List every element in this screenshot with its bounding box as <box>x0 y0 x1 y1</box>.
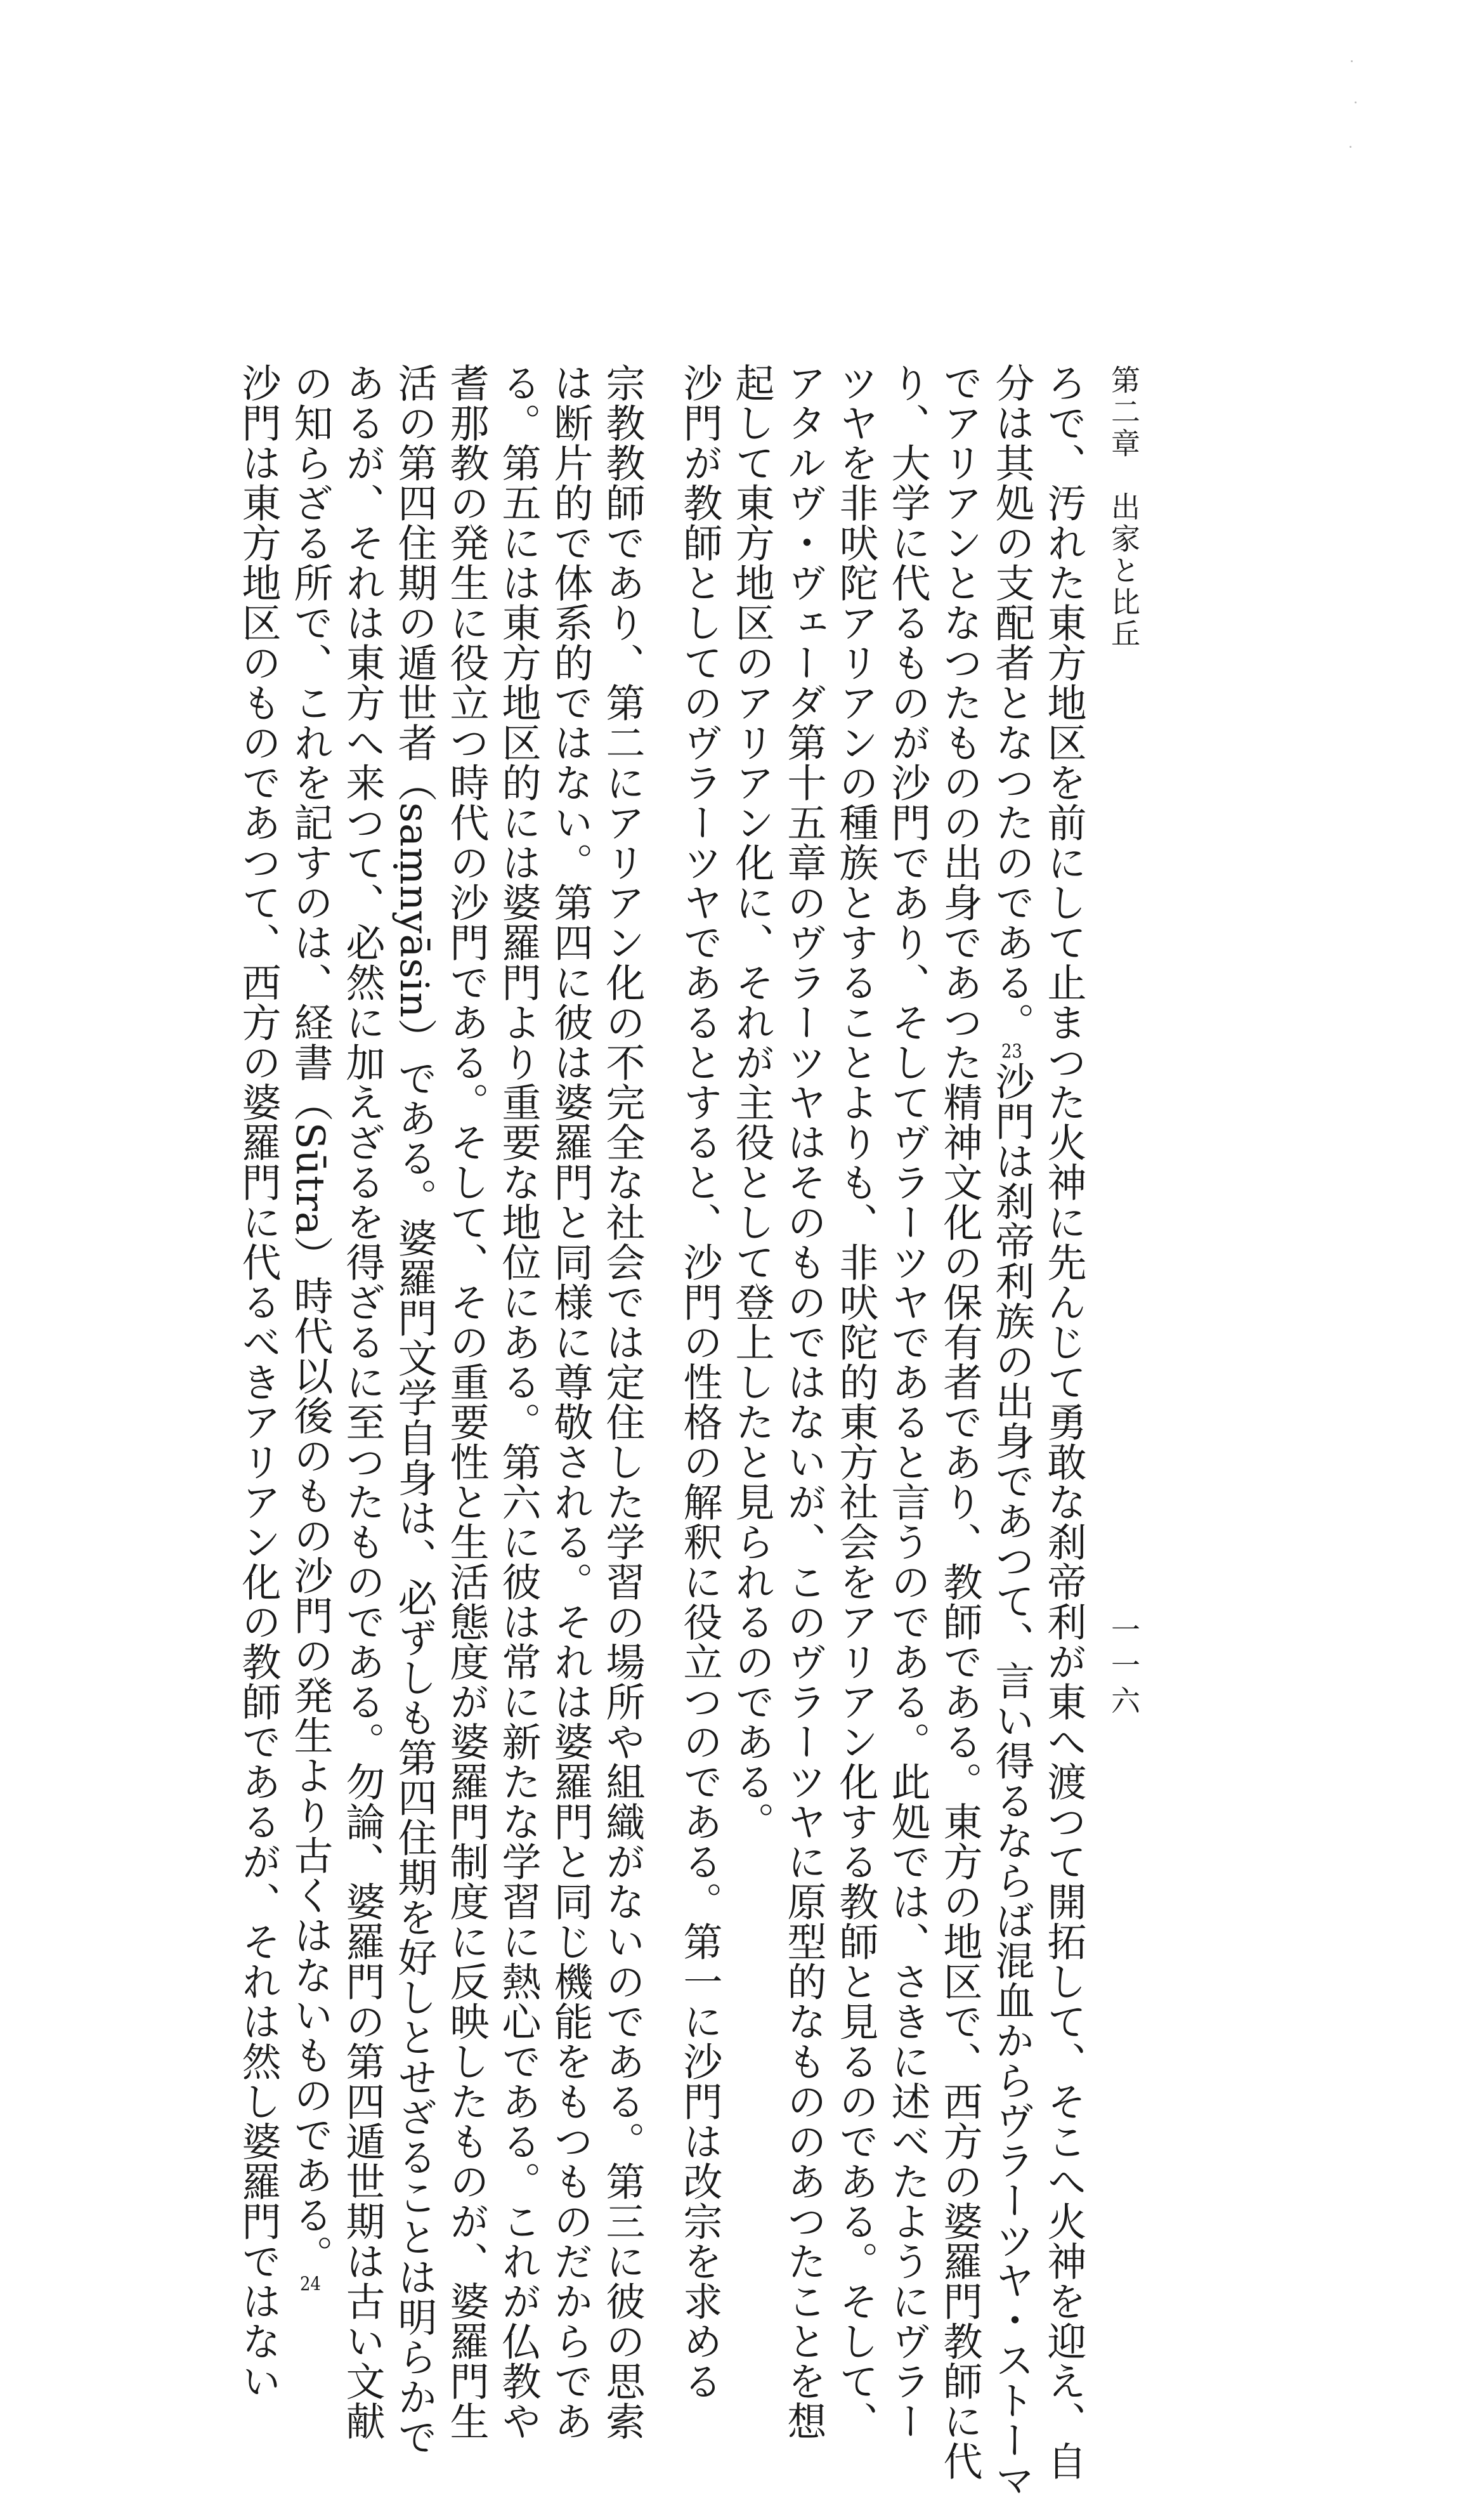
scan-speck <box>1351 60 1353 62</box>
text-line: 起して東方地区のアリアン化に、それが主役として登上したと見られるのである。 <box>729 363 775 1842</box>
text-line: 活の第四住期の遁世者（saṃnyāsin）である。婆羅門文学自身は、必ずしも第四住期を好しとせざることは明らかで <box>391 363 438 2457</box>
text-line: アタルヴ・ヴェーダ第十五章のヴラーツヤはそのものではないが、このヴラーツヤに原型的なもののあつたことを想 <box>781 363 827 2441</box>
footnote-marker[interactable]: 24 <box>300 2274 321 2294</box>
text-line: は断片的で体系的ではない。第四に彼は婆羅門と同様に尊敬される。それは婆羅門と同じ機能をもつものだからであ <box>547 363 594 2441</box>
footnote-marker[interactable]: 23 <box>1001 1042 1022 1061</box>
text-line: ろで、汚れた東方地区を前にして止まつた火神に先んじて勇敢な刹帝利が東へ渡つて開拓して、そこへ火神を迎え、自 <box>1041 363 1087 2481</box>
body-text <box>232 363 1090 2500</box>
running-header: 第二章 出家と比丘 <box>1107 365 1141 650</box>
text-line: 耆那教の発生に役立つ時代の沙門である。そして、その重要性と生活態度が婆羅門制度に反映したものが、婆羅門生 <box>443 363 490 2441</box>
scan-speck <box>1355 101 1357 103</box>
text-line: 宗教教師であり、第二にアリアン化の不完全な社会では定住した学習の場所や組織がないのである。第三に彼の思索 <box>599 363 646 2441</box>
text-line: の知らざる所で、これを記すのは、経書（Sūtra）時代以後のもの沙門の発生より古くはないものである。24 <box>287 363 334 2294</box>
text-line: る。第五には東方地区的には婆羅門より重要な地位にある。第六に彼は常に新たな学習に熱心である。これが仏教や <box>495 363 542 2441</box>
text-line: でアリアンとなつたものの出身であつた精神文化の保有者であり、教師である。東方の地区で、西方の婆羅門教師に代 <box>937 363 983 2481</box>
text-line: り、大学に代るものが沙門であり、そしてヴラーツヤであると言うのである。此処では、さきに述べたようにヴラー <box>885 363 931 2441</box>
text-line: あるが、それは東方へ来つて、必然に加えざるを得ざるに至つたものである。勿論、婆羅門の第四遁世期は古い文献 <box>339 363 386 2441</box>
text-line: ツヤを非吠陀アリアンの種族とすることよりも、非吠陀的東方社会をアリアン化する教師と見るのである。そして、 <box>833 363 879 2441</box>
page-number: 一一六 <box>1107 1614 1141 1721</box>
scan-speck <box>1350 146 1351 148</box>
text-line: 沙門が教師としてのヴラーツヤであるとすると、沙門の性格の解釈に役立つのである。第一に沙門は改宗を求める <box>677 363 723 2401</box>
text-line: 沙門は東方地区のものであつて、西方の婆羅門に代るべきアリアン化の教師であるが、それは然し婆羅門ではない <box>235 363 282 2401</box>
text-line: 分は其処の支配者となつたのである。23沙門は刹帝利族の出身であつて、言い得るならば混血からヴラーツヤ・ストーマ <box>989 363 1035 2500</box>
